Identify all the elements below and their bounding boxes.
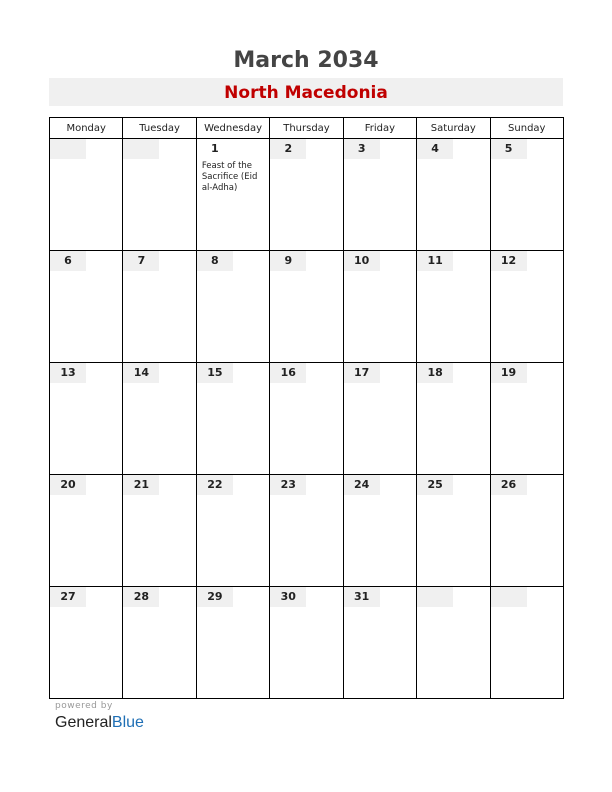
day-cell[interactable] [490,251,563,363]
day-cell[interactable] [196,587,269,699]
week-row [50,251,564,363]
day-number: 28 [123,587,159,607]
day-number: 3 [344,139,380,159]
day-cell[interactable] [343,251,416,363]
day-cell[interactable] [196,363,269,475]
day-cell[interactable] [123,251,196,363]
weekday-header: Wednesday [196,118,269,139]
day-cell[interactable] [196,139,269,251]
day-number: 15 [197,363,233,383]
day-cell[interactable] [123,475,196,587]
day-number: 12 [491,251,527,271]
day-number: 4 [417,139,453,159]
day-number: 1 [197,139,233,159]
day-cell[interactable] [50,139,123,251]
day-cell[interactable] [343,139,416,251]
day-number: 6 [50,251,86,271]
day-number: 10 [344,251,380,271]
holiday-label: Feast of the Sacrifice (Eid al-Adha) [201,161,258,193]
day-number [417,587,453,607]
day-number: 2 [270,139,306,159]
day-cell[interactable] [123,587,196,699]
day-cell[interactable] [123,139,196,251]
day-cell[interactable] [490,363,563,475]
day-cell[interactable] [417,363,490,475]
week-row [50,363,564,475]
day-cell[interactable] [196,475,269,587]
day-cell[interactable] [343,475,416,587]
brand-logo-part1: General [55,714,112,731]
day-cell[interactable] [490,139,563,251]
footer [55,700,255,734]
day-cell[interactable] [270,363,343,475]
day-number [50,139,86,159]
week-row [50,139,564,251]
day-number: 16 [270,363,306,383]
day-cell[interactable] [270,139,343,251]
day-number: 19 [491,363,527,383]
day-number: 8 [197,251,233,271]
day-number: 24 [344,475,380,495]
day-number: 25 [417,475,453,495]
day-cell[interactable] [270,587,343,699]
day-cell[interactable] [343,363,416,475]
day-cell[interactable] [123,363,196,475]
day-number [491,587,527,607]
weekday-header: Sunday [490,118,563,139]
day-cell[interactable] [490,587,563,699]
day-cell[interactable] [417,587,490,699]
week-row [50,475,564,587]
day-number: 31 [344,587,380,607]
weekday-header: Friday [343,118,416,139]
calendar-grid [49,117,564,699]
day-number: 11 [417,251,453,271]
day-number: 17 [344,363,380,383]
day-cell[interactable] [50,587,123,699]
calendar-body [50,139,564,699]
day-cell[interactable] [270,251,343,363]
day-cell[interactable] [196,251,269,363]
powered-by-text: powered by [55,701,113,711]
day-number: 9 [270,251,306,271]
weekday-header-row [50,118,564,139]
day-number: 21 [123,475,159,495]
day-number: 22 [197,475,233,495]
day-number: 26 [491,475,527,495]
day-number: 29 [197,587,233,607]
page-title: March 2034 [233,48,379,73]
day-number: 23 [270,475,306,495]
weekday-header: Saturday [417,118,490,139]
week-row [50,587,564,699]
day-cell[interactable] [50,363,123,475]
day-cell[interactable] [417,139,490,251]
day-number: 14 [123,363,159,383]
day-cell[interactable] [270,475,343,587]
day-number: 27 [50,587,86,607]
day-cell[interactable] [50,475,123,587]
day-cell[interactable] [417,475,490,587]
weekday-header: Monday [50,118,123,139]
day-number: 5 [491,139,527,159]
brand-logo[interactable] [55,712,255,734]
day-number: 20 [50,475,86,495]
country-banner: North Macedonia [49,78,563,106]
weekday-header: Thursday [270,118,343,139]
brand-logo-part2: Blue [111,714,144,731]
day-number: 13 [50,363,86,383]
day-number [123,139,159,159]
day-number: 18 [417,363,453,383]
day-cell[interactable] [417,251,490,363]
day-number: 7 [123,251,159,271]
day-cell[interactable] [490,475,563,587]
day-cell[interactable] [343,587,416,699]
day-number: 30 [270,587,306,607]
day-cell[interactable] [50,251,123,363]
weekday-header: Tuesday [123,118,196,139]
